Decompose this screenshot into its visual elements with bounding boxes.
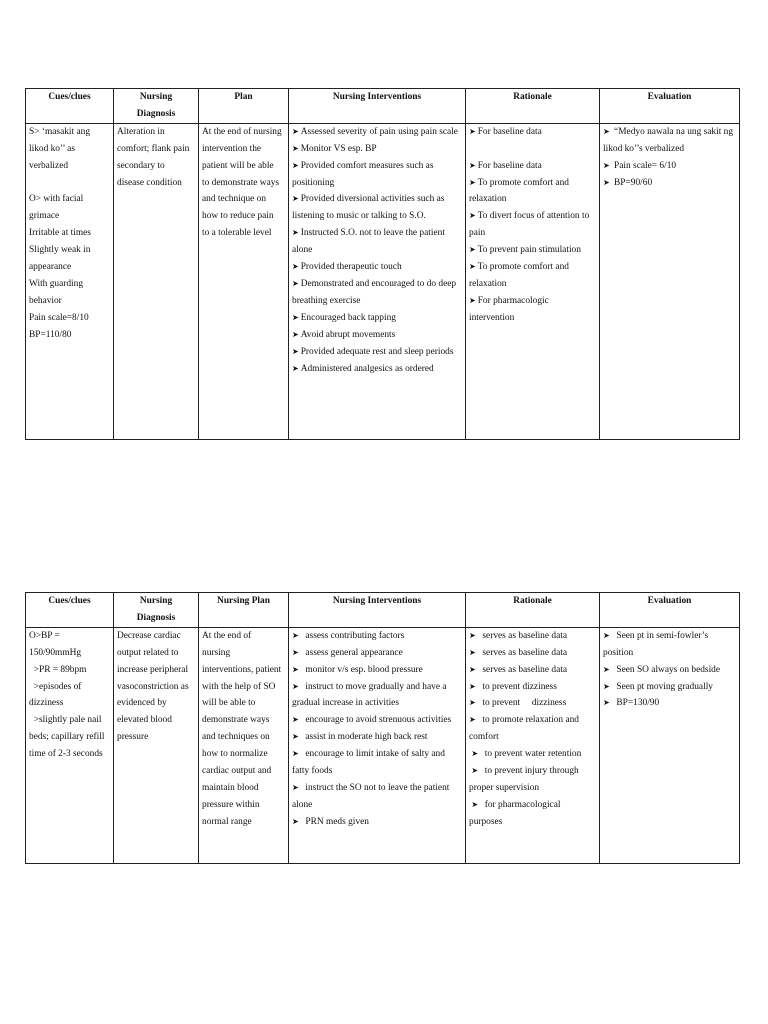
cue-line: 150/90mmHg (29, 647, 82, 658)
intervention-item: ➤ assess general appearance (292, 647, 403, 658)
cue-line: time of 2-3 seconds (29, 749, 103, 760)
header-plan: Plan (199, 89, 289, 124)
plan-line: pressure within (202, 799, 260, 810)
diagnosis-line: pressure (117, 732, 149, 743)
cue-line: beds; capillary refill (29, 732, 105, 743)
plan-cell (199, 123, 289, 439)
plan-line: intervention the (202, 143, 262, 154)
arrow-bullet-icon: ➤ (292, 160, 299, 170)
arrow-bullet-icon: ➤ (469, 211, 476, 221)
intervention-item: ➤ Instructed S.O. not to leave the patient alone (292, 228, 445, 256)
diagnosis-line: evidenced by (117, 698, 167, 709)
arrow-bullet-icon: ➤ (292, 329, 299, 339)
cue-line (29, 175, 110, 192)
plan-line: how to normalize (202, 749, 268, 760)
diagnosis-line: secondary to (117, 160, 165, 171)
plan-line: patient will be able (202, 160, 274, 171)
diagnosis-cell (114, 123, 199, 439)
arrow-bullet-icon: ➤ (469, 698, 476, 708)
arrow-bullet-icon: ➤ (292, 630, 299, 640)
plan-line: maintain blood (202, 782, 259, 793)
arrow-bullet-icon: ➤ (603, 177, 610, 187)
intervention-item: ➤ instruct the SO not to leave the patient alone (292, 782, 450, 810)
rationale-item: ➤ for pharmacological purposes (469, 799, 561, 827)
rationale-item: ➤ For pharmacologic intervention (469, 295, 549, 323)
arrow-bullet-icon: ➤ (469, 647, 476, 657)
plan-line: cardiac output and (202, 766, 272, 777)
rationale-item: ➤ For baseline data (469, 160, 542, 171)
plan-line: interventions, patient (202, 664, 282, 675)
care-plan-table-pain (25, 88, 740, 440)
arrow-bullet-icon: ➤ (469, 630, 476, 640)
cue-line: >slightly pale nail (29, 715, 102, 726)
arrow-bullet-icon: ➤ (292, 816, 299, 826)
evaluation-item: ➤ BP=90/60 (603, 177, 653, 188)
evaluation-item: ➤ “Medyo nawala na ung sakit ng likod ko’’s verbalized (603, 126, 734, 154)
plan-line: and technique on (202, 194, 267, 205)
arrow-bullet-icon: ➤ (603, 698, 610, 708)
evaluation-item: ➤ BP=130/90 (603, 698, 660, 709)
arrow-bullet-icon: ➤ (292, 312, 299, 322)
rationale-item: ➤ To prevent pain stimulation (469, 245, 581, 256)
arrow-bullet-icon: ➤ (469, 664, 476, 674)
rationale-item: ➤ to prevent water retention (471, 749, 582, 760)
rationale-item: ➤ To divert focus of attention to pain (469, 211, 590, 239)
arrow-bullet-icon: ➤ (469, 681, 476, 691)
header-rationale: Rationale (466, 89, 600, 124)
header-diagnosis: Nursing Diagnosis (114, 593, 199, 628)
cues-cell (26, 627, 114, 863)
arrow-bullet-icon: ➤ (292, 228, 299, 238)
cue-line: verbalized (29, 160, 69, 171)
interventions-cell (289, 627, 466, 863)
interventions-cell (289, 123, 466, 439)
diagnosis-line: Decrease cardiac (117, 630, 181, 641)
cue-line: S> ‘masakit ang (29, 126, 91, 137)
evaluation-item: ➤ Pain scale= 6/10 (603, 160, 677, 171)
arrow-bullet-icon: ➤ (603, 160, 610, 170)
plan-line: will be able to (202, 698, 256, 709)
rationale-item: ➤ to promote relaxation and comfort (469, 715, 579, 743)
arrow-bullet-icon: ➤ (292, 143, 299, 153)
cue-line: O>BP = (29, 630, 60, 641)
arrow-bullet-icon: ➤ (292, 346, 299, 356)
arrow-bullet-icon: ➤ (603, 630, 610, 640)
header-evaluation: Evaluation (600, 89, 740, 124)
arrow-bullet-icon: ➤ (469, 126, 476, 136)
arrow-bullet-icon: ➤ (292, 194, 299, 204)
header-interventions: Nursing Interventions (289, 593, 466, 628)
arrow-bullet-icon: ➤ (292, 732, 299, 742)
arrow-bullet-icon: ➤ (469, 295, 476, 305)
evaluation-item: ➤ Seen pt in semi-fowler’s position (603, 630, 709, 658)
diagnosis-cell (114, 627, 199, 863)
cue-line: grimace (29, 211, 60, 222)
arrow-bullet-icon: ➤ (471, 799, 479, 809)
cue-line: BP=110/80 (29, 329, 72, 340)
rationale-item: ➤ to prevent dizziness (469, 698, 567, 709)
diagnosis-line: increase peripheral (117, 664, 189, 675)
evaluation-item: ➤ Seen pt moving gradually (603, 681, 713, 692)
cue-line: >episodes of (29, 681, 82, 692)
intervention-item: ➤ encourage to limit intake of salty and fatty foods (292, 749, 445, 777)
cue-line: Irritable at times (29, 228, 91, 239)
rationale-item: ➤ To promote comfort and relaxation (469, 262, 569, 289)
rationale-item: ➤ To promote comfort and relaxation (469, 177, 569, 205)
intervention-item: ➤ Assessed severity of pain using pain scale (292, 126, 458, 137)
cue-line: behavior (29, 295, 62, 306)
diagnosis-line: elevated blood (117, 715, 172, 726)
arrow-bullet-icon: ➤ (292, 262, 299, 272)
arrow-bullet-icon: ➤ (471, 766, 479, 776)
header-plan: Nursing Plan (199, 593, 289, 628)
plan-line: with the help of SO (202, 681, 276, 692)
header-cues: Cues/clues (26, 89, 114, 124)
intervention-item: ➤ assess contributing factors (292, 630, 405, 641)
cue-line: Slightly weak in (29, 245, 91, 256)
intervention-item: ➤ PRN meds given (292, 816, 369, 827)
rationale-item: ➤ serves as baseline data (469, 664, 567, 675)
intervention-item: ➤ monitor v/s esp. blood pressure (292, 664, 423, 675)
arrow-bullet-icon: ➤ (292, 126, 299, 136)
intervention-item: ➤ Administered analgesics as ordered (292, 363, 434, 374)
rationale-cell (466, 627, 600, 863)
arrow-bullet-icon: ➤ (292, 664, 299, 674)
diagnosis-line: output related to (117, 647, 179, 658)
intervention-item: ➤ Encouraged back tapping (292, 312, 396, 323)
intervention-item: ➤ Demonstrated and encouraged to do deep breathing exercise (292, 278, 457, 306)
diagnosis-line: vasoconstriction as (117, 681, 189, 692)
rationale-item: ➤ to prevent injury through proper supervision (469, 766, 579, 793)
diagnosis-line: disease condition (117, 177, 182, 188)
cues-cell (26, 123, 114, 439)
header-diagnosis: Nursing Diagnosis (114, 89, 199, 124)
arrow-bullet-icon: ➤ (292, 749, 299, 759)
arrow-bullet-icon: ➤ (603, 681, 610, 691)
plan-line: to demonstrate ways (202, 177, 280, 188)
evaluation-item: ➤ Seen SO always on bedside (603, 664, 721, 675)
cue-line: With guarding (29, 278, 84, 289)
arrow-bullet-icon: ➤ (469, 177, 476, 187)
rationale-spacer (469, 141, 596, 158)
intervention-item: ➤ Monitor VS esp. BP (292, 143, 377, 154)
rationale-item: ➤ serves as baseline data (469, 647, 567, 658)
header-evaluation: Evaluation (600, 593, 740, 628)
arrow-bullet-icon: ➤ (469, 715, 476, 725)
intervention-item: ➤ Provided therapeutic touch (292, 262, 402, 273)
intervention-item: ➤ Provided adequate rest and sleep periods (292, 346, 454, 357)
rationale-cell (466, 123, 600, 439)
plan-line: to a tolerable level (202, 228, 272, 239)
intervention-item: ➤ encourage to avoid strenuous activities (292, 715, 452, 726)
plan-line: demonstrate ways (202, 715, 270, 726)
plan-line: and techniques on (202, 732, 270, 743)
care-plan-table-cardiac (25, 592, 740, 864)
plan-line: At the end of (202, 630, 252, 641)
cue-line: likod ko’’ as (29, 143, 75, 154)
diagnosis-line: Alteration in (117, 126, 165, 137)
intervention-item: ➤ Provided comfort measures such as positioning (292, 160, 434, 188)
plan-cell (199, 627, 289, 863)
cue-line: >PR = 89bpm (29, 664, 87, 675)
arrow-bullet-icon: ➤ (292, 782, 299, 792)
arrow-bullet-icon: ➤ (292, 647, 299, 657)
intervention-item: ➤ Avoid abrupt movements (292, 329, 396, 340)
diagnosis-line: comfort; flank pain (117, 143, 190, 154)
intervention-item: ➤ assist in moderate high back rest (292, 732, 428, 743)
cue-line: Pain scale=8/10 (29, 312, 89, 323)
arrow-bullet-icon: ➤ (292, 715, 299, 725)
arrow-bullet-icon: ➤ (292, 278, 299, 288)
header-rationale: Rationale (466, 593, 600, 628)
cue-line: O> with facial (29, 194, 84, 205)
plan-line: how to reduce pain (202, 211, 274, 222)
arrow-bullet-icon: ➤ (469, 160, 476, 170)
arrow-bullet-icon: ➤ (603, 126, 610, 136)
intervention-item: ➤ instruct to move gradually and have a gradual increase in activities (292, 681, 447, 709)
header-interventions: Nursing Interventions (289, 89, 466, 124)
arrow-bullet-icon: ➤ (292, 363, 299, 373)
header-cues: Cues/clues (26, 593, 114, 628)
cue-line: dizziness (29, 698, 64, 709)
plan-line: normal range (202, 816, 252, 827)
arrow-bullet-icon: ➤ (471, 749, 479, 759)
arrow-bullet-icon: ➤ (292, 681, 299, 691)
plan-line: At the end of nursing (202, 126, 282, 137)
rationale-item: ➤ For baseline data (469, 126, 542, 137)
plan-line: nursing (202, 647, 231, 658)
arrow-bullet-icon: ➤ (469, 245, 476, 255)
arrow-bullet-icon: ➤ (469, 262, 476, 272)
arrow-bullet-icon: ➤ (603, 664, 610, 674)
cue-line: appearance (29, 262, 72, 273)
rationale-item: ➤ serves as baseline data (469, 630, 567, 641)
evaluation-cell (600, 123, 740, 439)
rationale-item: ➤ to prevent dizziness (469, 681, 557, 692)
intervention-item: ➤ Provided diversional activities such as listening to music or talking to S.O. (292, 194, 445, 222)
evaluation-cell (600, 627, 740, 863)
